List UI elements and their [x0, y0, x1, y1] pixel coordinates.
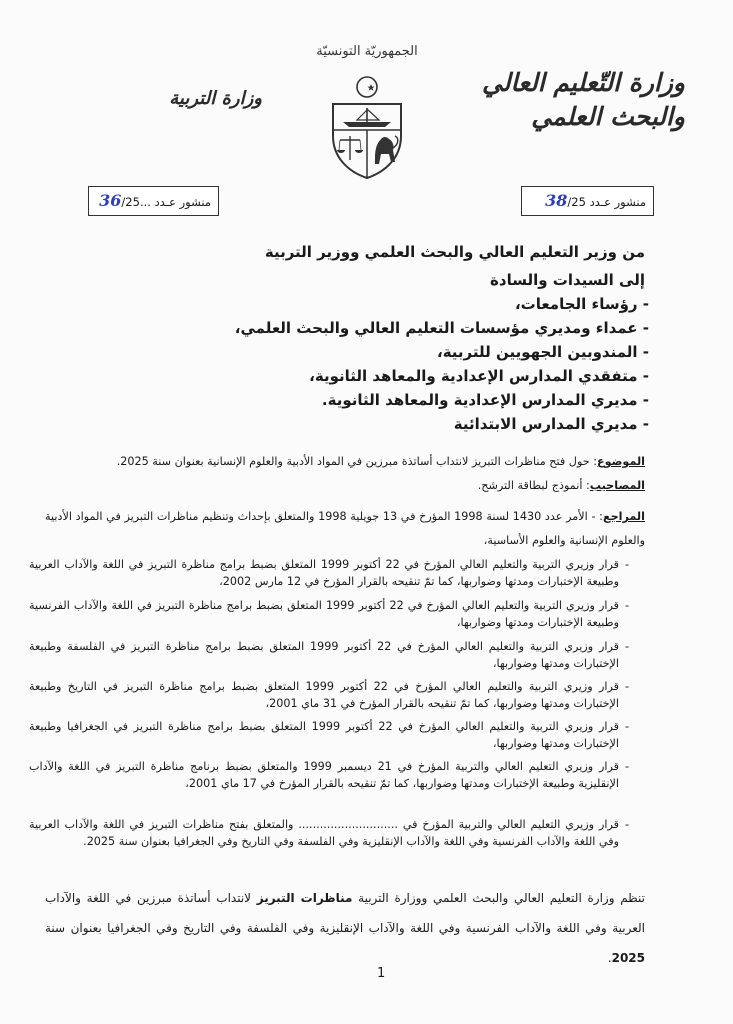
reference-item-text: قرار وزيري التربية والتعليم العالي المؤرخ في 22 أكتوبر 1999 المتعلق بضبط برامج مناظرة التبريز في اللغة والآداب الفرنسية وطبيعة الإختبارات ومدتها وضواربها،: [29, 599, 619, 629]
reference-item-text: قرار وزيري التربية والتعليم العالي المؤرخ في 22 أكتوبر 1999 المتعلق بضبط برامج مناظرة التبريز في الفلسفة وطبيعة الإختبارات ومدتها وضواربها،: [29, 640, 619, 670]
circular-suffix: /25: [121, 195, 140, 209]
recipient-item: - عمداء ومديري مؤسسات التعليم العالي والبحث العلمي،: [234, 319, 649, 337]
subject-label: الموضوع: [596, 455, 645, 468]
attachments-text: : أنموذج لبطاقة الترشح.: [477, 479, 590, 492]
ministry-education-logo: وزارة التربية: [169, 88, 262, 109]
reference-item-text: قرار وزيري التعليم العالي والتربية المؤرخ في ............................ والمتعلق بفتح مناظرات التبريز في اللغة والآداب العربية وفي اللغة والآداب الفرنسية وفي اللغة والآداب الإنقليزية وفي الفلسفة وفي التاريخ وفي الجغرافيا بعنوان سنة 2025.: [29, 818, 619, 848]
subject-line: [45, 455, 645, 468]
paragraph-year: 2025: [611, 951, 645, 965]
subject-text: : حول فتح مناظرات التبريز لانتداب أساتذة مبرزين في المواد الأدبية والعلوم الإنسانية بعنوان سنة 2025.: [116, 455, 597, 468]
reference-item-text: قرار وزيري التربية والتعليم العالي المؤرخ في 22 أكتوبر 1999 المتعلق بضبط برامج مناظرة التبريز في التاريخ وطبيعة الإختبارات ومدتها وضواربها، كما تمّ تنقيحه بالقرار المؤرخ في 31 ماي 2001،: [29, 680, 619, 710]
paragraph-end: .: [607, 951, 612, 965]
paragraph-text-2: لانتداب أساتذة مبرزين في اللغة والآداب العربية وفي اللغة والآداب الفرنسية وفي اللغة والآداب الإنقليزية وفي الفلسفة وفي التاريخ وفي الجغرافيا بعنوان سنة: [45, 891, 645, 935]
reference-item: - قرار وزيري التربية والتعليم العالي المؤرخ في 22 أكتوبر 1999 المتعلق بضبط برامج مناظرة التبريز في الجغرافيا وطبيعة الإختبارات ومدتها وضواربها،: [29, 720, 629, 750]
ministry-higher-education-line1: وزارة التّعليم العالي: [482, 68, 685, 97]
recipient-item: - مديري المدارس الإعدادية والمعاهد الثانوية.: [321, 391, 649, 409]
reference-item: - قرار وزيري التعليم العالي والتربية المؤرخ في 21 ديسمبر 1999 والمتعلق بضبط برنامج مناظرة التبريز في اللغة والآداب الإنقليزية وطبيعة الإختبارات ومدتها وضواربها، كما تمّ تنقيحه بالقرار المؤرخ في 17 ماي 2001،: [29, 760, 629, 790]
recipient-item: - متفقدي المدارس الإعدادية والمعاهد الثانوية،: [309, 367, 649, 385]
reference-item: - قرار وزيري التربية والتعليم العالي المؤرخ في 22 أكتوبر 1999 المتعلق بضبط برامج مناظرة التبريز في الفلسفة وطبيعة الإختبارات ومدتها وضواربها،: [29, 640, 629, 670]
references-label: المراجع: [602, 510, 645, 523]
body-paragraph: [45, 883, 645, 973]
recipient-item: - المندوبين الجهويين للتربية،: [437, 343, 649, 361]
circular-number-education: [88, 186, 219, 216]
addressee-title: إلى السيدات والسادة: [490, 271, 645, 289]
attachments-label: المصاحيب: [589, 479, 645, 492]
circular-number-handwritten: 38: [545, 191, 568, 210]
circular-number-higher-education: [521, 186, 654, 216]
reference-item: - قرار وزيري التربية والتعليم العالي المؤرخ في 22 أكتوبر 1999 المتعلق بضبط برامج مناظرة التبريز في التاريخ وطبيعة الإختبارات ومدتها وضواربها، كما تمّ تنقيحه بالقرار المؤرخ في 31 ماي 2001،: [29, 680, 629, 710]
recipient-item: - رؤساء الجامعات،: [514, 295, 649, 313]
paragraph-text-1: تنظم وزارة التعليم العالي والبحث العلمي ووزارة التربية: [352, 891, 645, 905]
sender-line: من وزير التعليم العالي والبحث العلمي ووزير التربية: [264, 243, 645, 261]
page-number: 1: [377, 966, 386, 981]
reference-decree: : - الأمر عدد 1430 لسنة 1998 المؤرخ في 13 جويلية 1998 والمتعلق بإحداث وتنظيم مناظرات التبريز في المواد الأدبية والعلوم الإنسانية والعلوم الأساسية،: [45, 510, 645, 547]
coat-of-arms-icon: [325, 74, 409, 182]
paragraph-emphasis: مناظرات التبريز: [256, 891, 353, 905]
circular-label: منشور عـدد: [589, 195, 646, 209]
attachments-line: [45, 479, 645, 492]
reference-item-text: قرار وزيري التربية والتعليم العالي المؤرخ في 22 أكتوبر 1999 المتعلق بضبط برامج مناظرة التبريز في اللغة والآداب العربية وطبيعة الإختبارات ومدتها وضواربها، كما تمّ تنقيحه بالقرار المؤرخ في 12 مارس 2002،: [29, 558, 619, 588]
circular-dots: ...: [139, 195, 151, 209]
ministry-higher-education-line2: والبحث العلمي: [531, 102, 685, 131]
reference-item-text: قرار وزيري التربية والتعليم العالي المؤرخ في 22 أكتوبر 1999 المتعلق بضبط برامج مناظرة التبريز في الجغرافيا وطبيعة الإختبارات ومدتها وضواربها،: [29, 720, 619, 750]
recipient-item: - مديري المدارس الابتدائية: [453, 415, 649, 433]
reference-item: - قرار وزيري التعليم العالي والتربية المؤرخ في ............................ والمتعلق بفتح مناظرات التبريز في اللغة والآداب العربية وفي اللغة والآداب الفرنسية وفي اللغة والآداب الإنقليزية وفي الفلسفة وفي التاريخ وفي الجغرافيا بعنوان سنة 2025.: [29, 818, 629, 848]
reference-item-text: قرار وزيري التعليم العالي والتربية المؤرخ في 21 ديسمبر 1999 والمتعلق بضبط برنامج مناظرة التبريز في اللغة والآداب الإنقليزية وطبيعة الإختبارات ومدتها وضواربها، كما تمّ تنقيحه بالقرار المؤرخ في 17 ماي 2001،: [29, 760, 619, 790]
references-first: [45, 505, 645, 553]
reference-item: - قرار وزيري التربية والتعليم العالي المؤرخ في 22 أكتوبر 1999 المتعلق بضبط برامج مناظرة التبريز في اللغة والآداب الفرنسية وطبيعة الإختبارات ومدتها وضواربها،: [29, 599, 629, 629]
republic-title: الجمهوريّة التونسيّة: [316, 44, 418, 59]
ministry-higher-education-logo: [450, 66, 685, 134]
circular-number-handwritten: 36: [99, 191, 122, 210]
circular-suffix: /25: [567, 195, 586, 209]
reference-item: - قرار وزيري التربية والتعليم العالي المؤرخ في 22 أكتوبر 1999 المتعلق بضبط برامج مناظرة التبريز في اللغة والآداب العربية وطبيعة الإختبارات ومدتها وضواربها، كما تمّ تنقيحه بالقرار المؤرخ في 12 مارس 2002،: [29, 558, 629, 588]
circular-label: منشور عـدد: [154, 195, 211, 209]
